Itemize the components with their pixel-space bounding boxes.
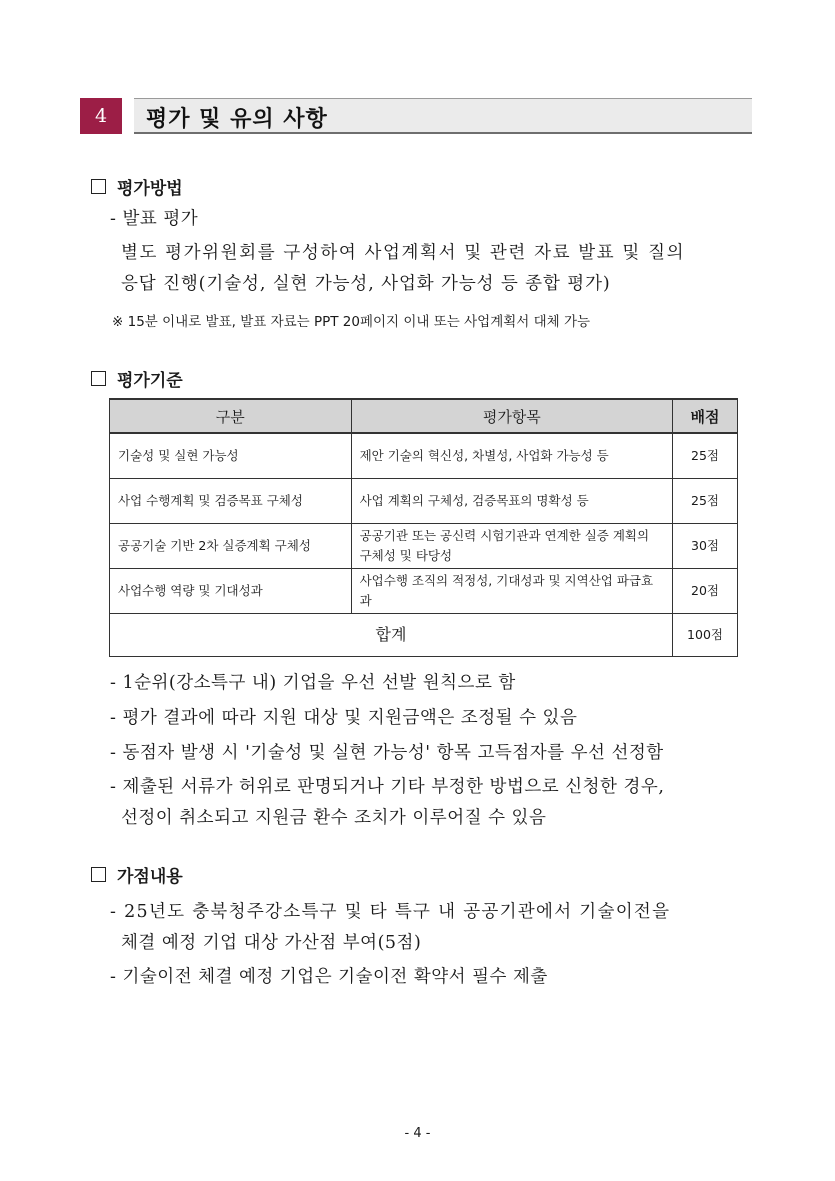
table-total-row xyxy=(110,613,738,656)
eval-method-desc-1: 별도 평가위원회를 구성하여 사업계획서 및 관련 자료 발표 및 질의 xyxy=(121,243,686,263)
row-category: 공공기술 기반 2차 실증계획 구체성 xyxy=(110,523,352,568)
checkbox-square-icon xyxy=(91,179,106,194)
criteria-table xyxy=(109,398,738,657)
row-items: 사업수행 조직의 적정성, 기대성과 및 지역산업 파급효과 xyxy=(351,568,672,613)
header-points: 배점 xyxy=(673,399,738,433)
row-points: 30점 xyxy=(673,523,738,568)
section-number: 4 xyxy=(80,98,122,134)
bonus-heading xyxy=(91,862,183,887)
row-points: 25점 xyxy=(673,478,738,523)
bonus-item-1-cont: 체결 예정 기업 대상 가산점 부여(5점) xyxy=(121,933,422,953)
table-row xyxy=(110,568,738,613)
header-category: 구분 xyxy=(110,399,352,433)
table-row xyxy=(110,433,738,478)
header-items: 평가항목 xyxy=(351,399,672,433)
bonus-item-2: - 기술이전 체결 예정 기업은 기술이전 확약서 필수 제출 xyxy=(110,967,548,987)
row-category: 기술성 및 실현 가능성 xyxy=(110,433,352,478)
table-row xyxy=(110,523,738,568)
eval-method-heading-text: 평가방법 xyxy=(117,179,183,199)
row-points: 20점 xyxy=(673,568,738,613)
total-label: 합계 xyxy=(110,613,673,656)
row-points: 25점 xyxy=(673,433,738,478)
criteria-note-4-cont: 선정이 취소되고 지원금 환수 조치가 이루어질 수 있음 xyxy=(121,808,547,828)
criteria-note-2: - 평가 결과에 따라 지원 대상 및 지원금액은 조정될 수 있음 xyxy=(110,708,578,728)
checkbox-square-icon xyxy=(91,867,106,882)
criteria-note-3: - 동점자 발생 시 '기술성 및 실현 가능성' 항목 고득점자를 우선 선정함 xyxy=(110,743,664,763)
row-items: 사업 계획의 구체성, 검증목표의 명확성 등 xyxy=(351,478,672,523)
checkbox-square-icon xyxy=(91,371,106,386)
section-title: 평가 및 유의 사항 xyxy=(146,107,328,132)
table-row xyxy=(110,478,738,523)
row-category: 사업 수행계획 및 검증목표 구체성 xyxy=(110,478,352,523)
section-header xyxy=(80,98,752,134)
bonus-heading-text: 가점내용 xyxy=(117,867,183,887)
page-number: - 4 - xyxy=(404,1126,431,1141)
table-header-row xyxy=(110,399,738,433)
eval-method-desc-2: 응답 진행(기술성, 실현 가능성, 사업화 가능성 등 종합 평가) xyxy=(121,274,611,294)
row-category: 사업수행 역량 및 기대성과 xyxy=(110,568,352,613)
total-points: 100점 xyxy=(673,613,738,656)
bonus-item-1: - 25년도 충북청주강소특구 및 타 특구 내 공공기관에서 기술이전을 xyxy=(110,902,671,922)
section-title-bar xyxy=(134,98,752,134)
criteria-heading xyxy=(91,366,183,391)
eval-method-heading xyxy=(91,174,183,199)
criteria-note-4: - 제출된 서류가 허위로 판명되거나 기타 부정한 방법으로 신청한 경우, xyxy=(110,777,665,797)
row-items: 제안 기술의 혁신성, 차별성, 사업화 가능성 등 xyxy=(351,433,672,478)
row-items: 공공기관 또는 공신력 시험기관과 연계한 실증 계획의 구체성 및 타당성 xyxy=(351,523,672,568)
criteria-note-1: - 1순위(강소특구 내) 기업을 우선 선발 원칙으로 함 xyxy=(110,673,516,693)
criteria-heading-text: 평가기준 xyxy=(117,371,183,391)
eval-method-item: - 발표 평가 xyxy=(110,209,199,229)
eval-method-note: ※ 15분 이내로 발표, 발표 자료는 PPT 20페이지 이내 또는 사업계획서 대체 가능 xyxy=(112,314,591,330)
